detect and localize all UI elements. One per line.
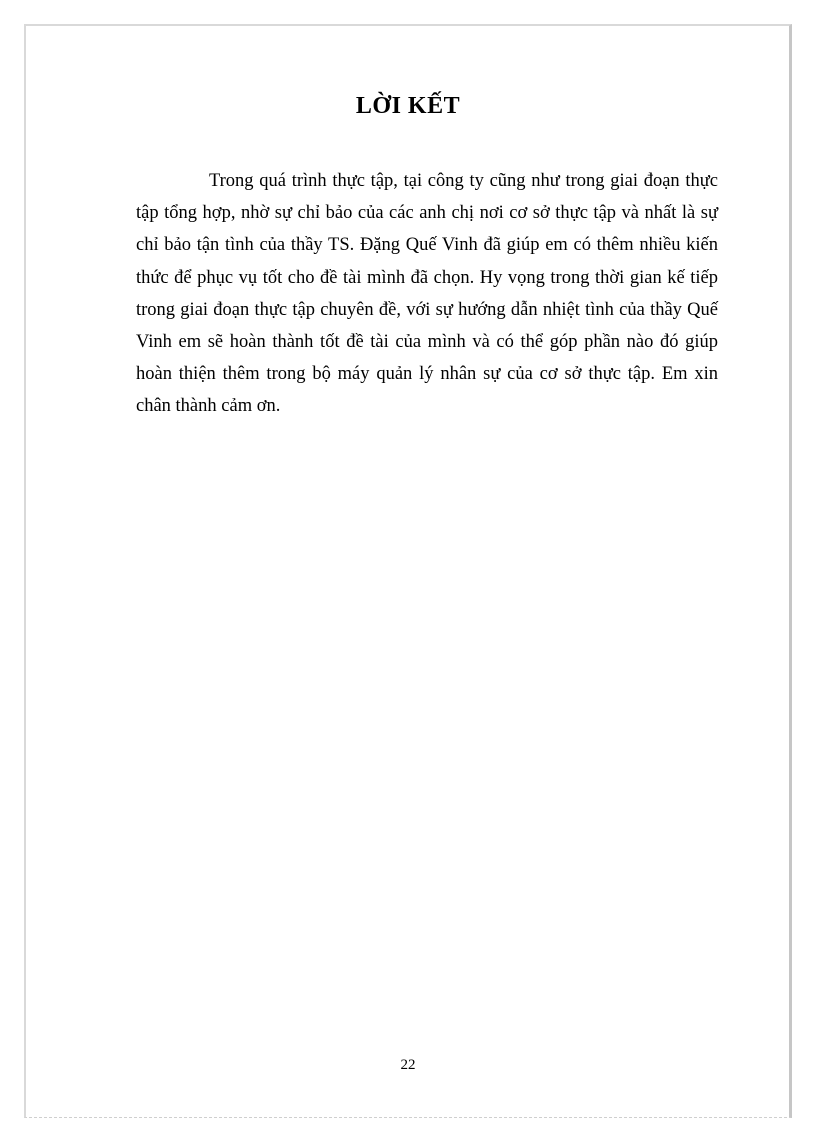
body-paragraph: Trong quá trình thực tập, tại công ty cũng như trong giai đoạn thực tập tổng hợp, nhờ sự chỉ bảo của các anh chị nơi cơ sở thực tập và nhất là sự chỉ bảo tận tình của thầy TS. Đặng Quế Vinh đã giúp em có thêm nhiều kiến thức để phục vụ tốt cho đề tài mình đã chọn. Hy vọng trong thời gian kế tiếp trong giai đoạn thực tập chuyên đề, với sự hướng dẫn nhiệt tình của thầy Quế Vinh em sẽ hoàn thành tốt đề tài của mình và có thể góp phần nào đó giúp hoàn thiện thêm trong bộ máy quản lý nhân sự của cơ sở thực tập. Em xin chân thành cảm ơn. xyxy=(136,171,718,417)
page-number: 22 xyxy=(400,1057,416,1073)
page-title: LỜI KẾT xyxy=(355,93,461,119)
